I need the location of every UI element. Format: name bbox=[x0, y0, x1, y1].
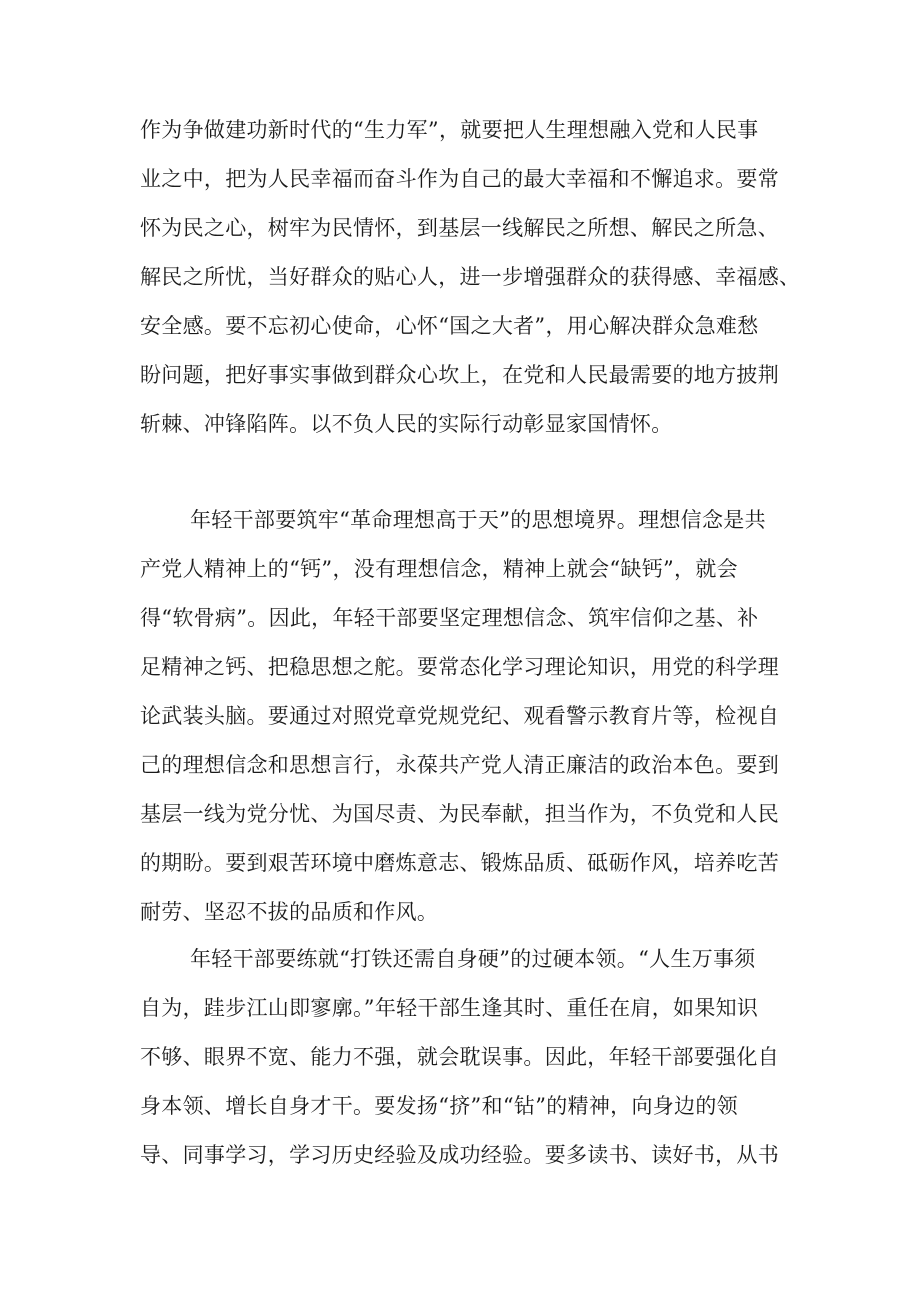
paragraph-2-line-2: 产党人精神上的“钙”，没有理想信念，精神上就会“缺钙”，就会 bbox=[140, 557, 738, 581]
paragraph-1-line-1: 作为争做建功新时代的“生力军”，就要把人生理想融入党和人民事 bbox=[140, 118, 759, 142]
paragraph-2-line-3: 得“软骨病”。因此，年轻干部要坚定理想信念、筑牢信仰之基、补 bbox=[140, 606, 759, 630]
paragraph-3-line-1: 年轻干部要练就“打铁还需自身硬”的过硬本领。“人生万事须 bbox=[190, 947, 756, 971]
paragraph-1-line-2: 业之中，把为人民幸福而奋斗作为自己的最大幸福和不懈追求。要常 bbox=[140, 167, 779, 191]
paragraph-1-line-7: 斩棘、冲锋陷阵。以不负人民的实际行动彰显家国情怀。 bbox=[140, 412, 673, 436]
paragraph-2-line-7: 基层一线为党分忧、为国尽责、为民奉献，担当作为，不负党和人民 bbox=[140, 802, 779, 826]
paragraph-2-line-8: 的期盼。要到艰苦环境中磨炼意志、锻炼品质、砥砺作风，培养吃苦 bbox=[140, 851, 779, 875]
paragraph-2-line-9: 耐劳、坚忍不拔的品质和作风。 bbox=[140, 900, 439, 924]
paragraph-3-line-3: 不够、眼界不宽、能力不强，就会耽误事。因此，年轻干部要强化自 bbox=[140, 1045, 779, 1069]
paragraph-2-line-5: 论武装头脑。要通过对照党章党规党纪、观看警示教育片等，检视自 bbox=[140, 704, 779, 728]
paragraph-3-line-5: 导、同事学习，学习历史经验及成功经验。要多读书、读好书，从书 bbox=[140, 1143, 779, 1167]
paragraph-3-line-4: 身本领、增长自身才干。要发扬“挤”和“钻”的精神，向身边的领 bbox=[140, 1094, 738, 1118]
paragraph-3-line-2: 自为，跬步江山即寥廓。”年轻干部生逢其时、重任在肩，如果知识 bbox=[140, 996, 759, 1020]
paragraph-2-line-6: 己的理想信念和思想言行，永葆共产党人清正廉洁的政治本色。要到 bbox=[140, 753, 779, 777]
paragraph-1-line-5: 安全感。要不忘初心使命，心怀“国之大者”，用心解决群众急难愁 bbox=[140, 314, 759, 338]
paragraph-1-line-4: 解民之所忧，当好群众的贴心人，进一步增强群众的获得感、幸福感、 bbox=[140, 265, 801, 289]
paragraph-1-line-6: 盼问题，把好事实事做到群众心坎上，在党和人民最需要的地方披荆 bbox=[140, 363, 779, 387]
paragraph-2-line-4: 足精神之钙、把稳思想之舵。要常态化学习理论知识，用党的科学理 bbox=[140, 655, 779, 679]
paragraph-2-line-1: 年轻干部要筑牢“革命理想高于天”的思想境界。理想信念是共 bbox=[190, 508, 766, 532]
paragraph-1-line-3: 怀为民之心，树牢为民情怀，到基层一线解民之所想、解民之所急、 bbox=[140, 216, 779, 240]
